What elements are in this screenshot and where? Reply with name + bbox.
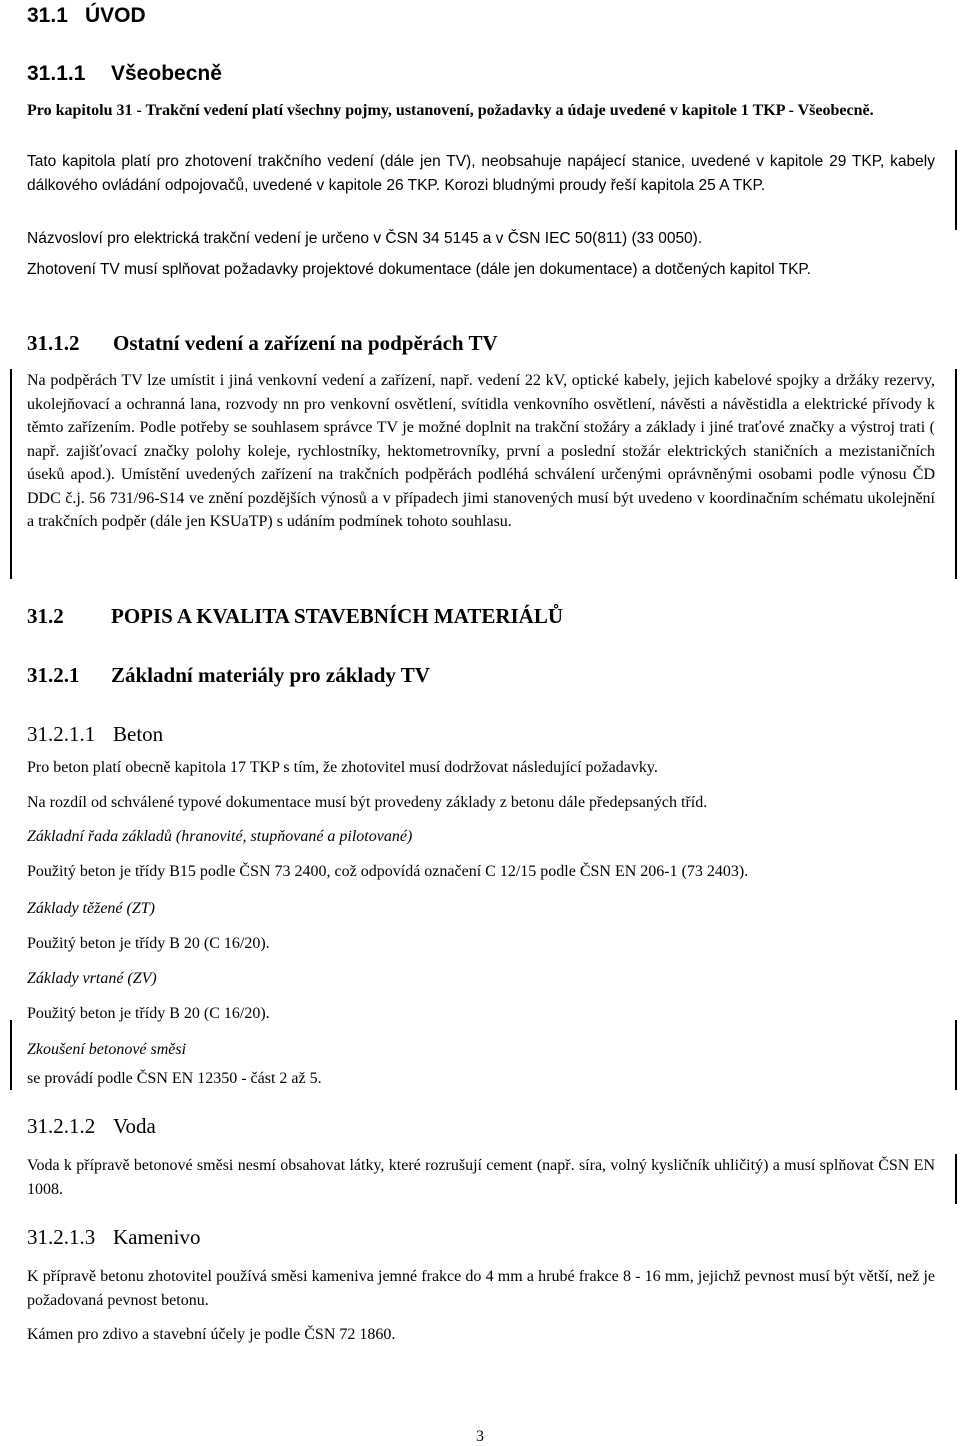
heading-title: Ostatní vedení a zařízení na podpěrách TV [113, 331, 498, 355]
heading-number: 31.1.1 [27, 62, 86, 85]
paragraph: Kámen pro zdivo a stavební účely je podle ČSN 72 1860. [27, 1326, 396, 1343]
heading-31-2-1-2 [27, 1114, 156, 1139]
heading-title: POPIS A KVALITA STAVEBNÍCH MATERIÁLŮ [111, 604, 564, 628]
page-number: 3 [476, 1428, 484, 1445]
revision-bar [955, 1154, 957, 1204]
paragraph: se provádí podle ČSN EN 12350 - část 2 až 5. [27, 1070, 322, 1087]
italic-subheading: Základní řada základů (hranovité, stupňované a pilotované) [27, 828, 413, 845]
paragraph: Voda k přípravě betonové směsi nesmí obsahovat látky, které rozrušují cement (např. síra, volný kysličník uhličitý) a musí splňovat ČSN EN 1008. [27, 1157, 935, 1198]
heading-title: Základní materiály pro základy TV [111, 663, 430, 687]
heading-number: 31.2.1.1 [27, 722, 96, 746]
paragraph: Pro beton platí obecně kapitola 17 TKP s tím, že zhotovitel musí dodržovat následující požadavky. [27, 759, 658, 776]
paragraph: Názvosloví pro elektrická trakční vedení je určeno v ČSN 34 5145 a v ČSN IEC 50(811) (33 0050). [27, 230, 703, 247]
heading-31-2 [27, 604, 563, 629]
paragraph: K přípravě betonu zhotovitel používá směsi kameniva jemné frakce do 4 mm a hrubé frakce 8 - 16 mm, jejichž pevnost musí být větší, než je požadovaná pevnost betonu. [27, 1268, 935, 1309]
paragraph: Na podpěrách TV lze umístit i jiná venkovní vedení a zařízení, např. vedení 22 kV, optické kabely, jejich kabelové spojky a držáky rezervy, ukolejňovací a ochranná lana, rozvody nn pro venkovní osvětlení, svítidla venkovního osvětlení, návěsti a návěstidla a elektrické přívody k těmto zařízením. Podle potřeby se souhlasem správce TV je možné doplnit na trakční stožáry a základy i jiné traťové značky a výstroj trati ( např. zajišťovací značky polohy koleje, rychlostníky, hektometrovníky, první a poslední stožár elektrických staničních a mezistaničních úseků apod.). Umístění uvedených zařízení na trakčních podpěrách podléhá schválení určenými oprávněnými osobami podle výnosu ČD DDC č.j. 56 731/96-S14 ve znění pozdějších výnosů a v případech jimi stanovených musí být uvedeno v koordinačním schématu ukolejnění a trakčních podpěr (dále jen KSUaTP) s udáním podmínek tohoto souhlasu. [27, 372, 935, 530]
heading-number: 31.2.1.3 [27, 1225, 96, 1249]
paragraph: Na rozdíl od schválené typové dokumentace musí být provedeny základy z betonu dále předepsaných tříd. [27, 794, 708, 811]
heading-title: ÚVOD [85, 4, 146, 27]
paragraph: Použitý beton je třídy B15 podle ČSN 73 2400, což odpovídá označení C 12/15 podle ČSN EN 206-1 (73 2403). [27, 863, 749, 880]
revision-bar [955, 150, 957, 230]
revision-bar [955, 369, 957, 579]
italic-subheading: Zkoušení betonové směsi [27, 1041, 187, 1058]
paragraph: Použitý beton je třídy B 20 (C 16/20). [27, 1005, 270, 1022]
heading-31-2-1-3 [27, 1225, 200, 1250]
revision-bar [10, 369, 12, 579]
heading-title: Kamenivo [113, 1225, 201, 1249]
paragraph: Zhotovení TV musí splňovat požadavky projektové dokumentace (dále jen dokumentace) a dotčených kapitol TKP. [27, 261, 812, 278]
paragraph: Pro kapitolu 31 - Trakční vedení platí všechny pojmy, ustanovení, požadavky a údaje uvedené v kapitole 1 TKP - Všeobecně. [27, 102, 874, 119]
heading-31-1-1 [27, 62, 222, 86]
heading-31-1-2 [27, 331, 498, 356]
heading-number: 31.1.2 [27, 331, 80, 355]
paragraph: Tato kapitola platí pro zhotovení trakčního vedení (dále jen TV), neobsahuje napájecí stanice, uvedené v kapitole 29 TKP, kabely dálkového ovládání odpojovačů, uvedené v kapitole 26 TKP. Korozi bludnými proudy řeší kapitola 25 A TKP. [27, 153, 935, 194]
revision-bar [10, 1020, 12, 1090]
heading-title: Všeobecně [111, 62, 222, 85]
heading-title: Voda [113, 1114, 156, 1138]
heading-31-1 [27, 4, 146, 28]
heading-number: 31.2 [27, 604, 64, 628]
paragraph: Použitý beton je třídy B 20 (C 16/20). [27, 935, 270, 952]
heading-31-2-1-1 [27, 722, 163, 747]
italic-subheading: Základy těžené (ZT) [27, 900, 155, 917]
heading-number: 31.2.1 [27, 663, 80, 687]
revision-bar [955, 1020, 957, 1090]
heading-number: 31.2.1.2 [27, 1114, 96, 1138]
heading-title: Beton [113, 722, 164, 746]
italic-subheading: Základy vrtané (ZV) [27, 970, 157, 987]
heading-number: 31.1 [27, 4, 68, 27]
heading-31-2-1 [27, 663, 430, 688]
